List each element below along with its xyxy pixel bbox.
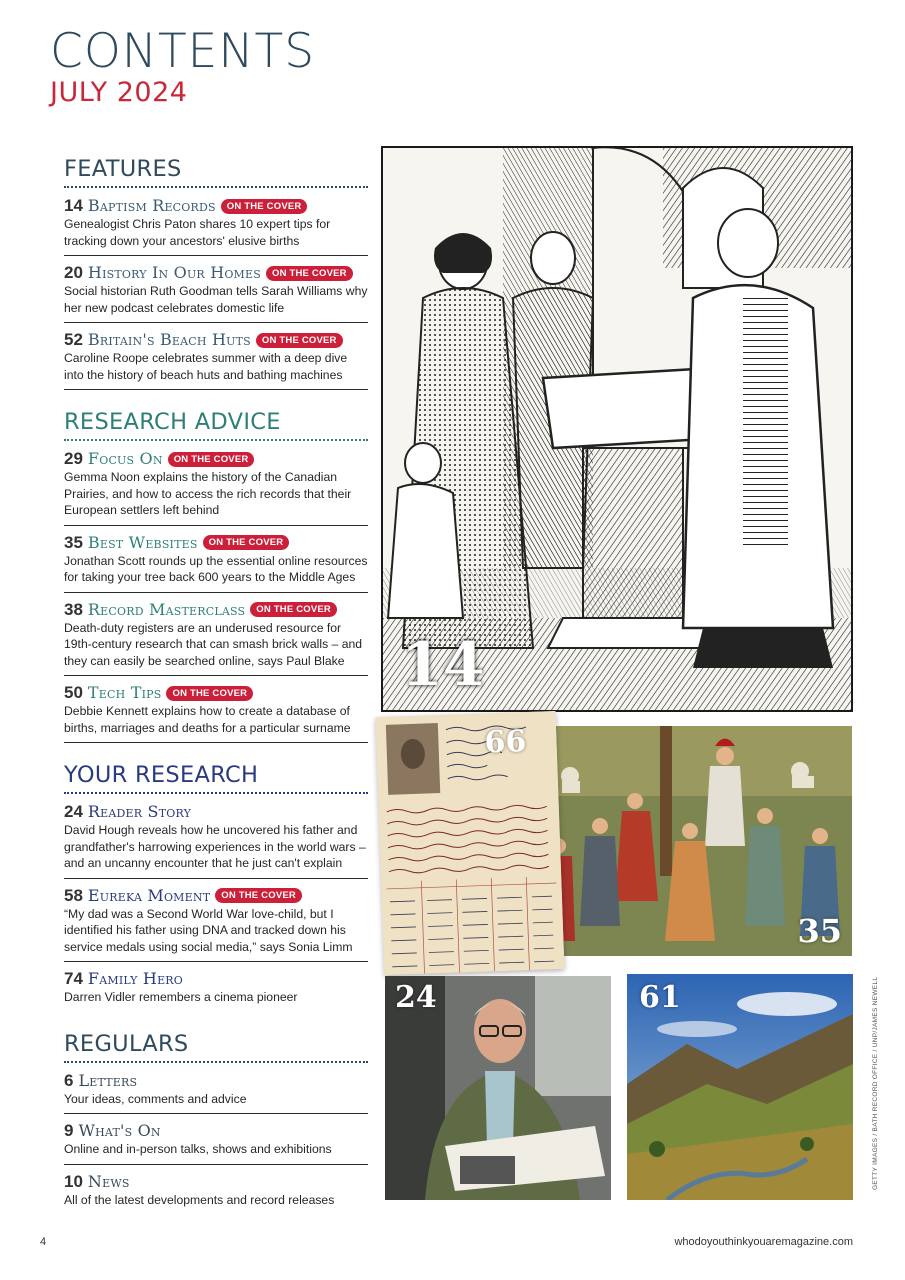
section-title: RESEARCH ADVICE	[64, 409, 368, 441]
cover-badge: ON THE COVER	[221, 199, 308, 214]
page-number: 10	[64, 1171, 83, 1191]
contents-list	[64, 156, 368, 1219]
baptism-illustration[interactable]	[381, 146, 853, 712]
entry-title[interactable]: History In Our Homes	[87, 263, 261, 282]
section-regulars	[64, 1031, 368, 1215]
image-page-number: 61	[639, 980, 681, 1015]
section-features	[64, 156, 368, 390]
section-title: FEATURES	[64, 156, 368, 188]
page-number: 9	[64, 1121, 74, 1140]
section-your-research	[64, 762, 368, 1012]
footer-url[interactable]: whodoyouthinkyouaremagazine.com	[674, 1236, 853, 1248]
image-page-number: 35	[797, 912, 842, 950]
contents-entry[interactable]	[64, 800, 368, 879]
page-number: 50	[64, 683, 83, 702]
page-title: CONTENTS	[50, 24, 316, 79]
page-number: 74	[64, 969, 83, 988]
cover-badge: ON THE COVER	[166, 686, 253, 701]
cover-badge: ON THE COVER	[250, 602, 337, 617]
masthead	[50, 26, 315, 108]
page-number: 14	[64, 196, 83, 215]
entry-description: Genealogist Chris Paton shares 10 expert tips for tracking down your ancestors' elusive births	[64, 217, 331, 248]
contents-entry[interactable]	[64, 1069, 368, 1115]
section-title: YOUR RESEARCH	[64, 762, 368, 794]
entry-description: All of the latest developments and record releases	[64, 1192, 335, 1207]
entry-description: Jonathan Scott rounds up the essential online resources for taking your tree back 600 years to the Middle Ages	[64, 553, 368, 584]
contents-entry[interactable]	[64, 681, 368, 743]
entry-description: David Hough reveals how he uncovered his father and grandfather's harrowing experiences in the world wars – and an uncanny encounter that he just can't explain	[64, 823, 366, 870]
cover-badge: ON THE COVER	[256, 333, 343, 348]
page-number: 38	[64, 599, 83, 619]
entry-description: Caroline Roope celebrates summer with a deep dive into the history of beach huts and bathing machines	[64, 351, 348, 382]
issue-date: JULY 2024	[50, 77, 188, 108]
entry-title[interactable]: Baptism Records	[87, 196, 216, 215]
image-collage	[380, 146, 855, 1206]
entry-description: Debbie Kennett explains how to create a database of births, marriages and deaths for a particular surname	[64, 704, 351, 735]
section-research-advice	[64, 409, 368, 743]
cover-badge: ON THE COVER	[168, 452, 255, 467]
contents-entry[interactable]	[64, 1119, 368, 1165]
image-page-number: 24	[395, 980, 437, 1015]
entry-description: “My dad was a Second World War love-child, but I identified his father using DNA and tracked down his service medals using social media,” says Sonia Limm	[64, 906, 353, 954]
cover-badge: ON THE COVER	[203, 535, 290, 550]
entry-title[interactable]: Family Hero	[87, 969, 184, 988]
entry-title[interactable]: Record Masterclass	[87, 599, 246, 619]
contents-entry[interactable]	[64, 598, 368, 677]
entry-title[interactable]: Focus On	[87, 449, 163, 468]
image-page-number: 66	[483, 723, 527, 761]
woodcut-scene-icon	[383, 148, 851, 710]
entry-title[interactable]: What's On	[78, 1121, 161, 1140]
page-number: 6	[64, 1070, 74, 1090]
entry-title[interactable]: Britain's Beach Huts	[87, 330, 251, 349]
entry-description: Gemma Noon explains the history of the Canadian Prairies, and how to access the rich records that their European settlers left behind	[64, 470, 352, 517]
contents-entry[interactable]	[64, 531, 368, 593]
entry-title[interactable]: Letters	[78, 1070, 138, 1090]
entry-description: Online and in-person talks, shows and exhibitions	[64, 1142, 332, 1156]
contents-entry[interactable]	[64, 1170, 368, 1215]
landscape-photo[interactable]	[627, 974, 853, 1200]
folio-page-number: 4	[40, 1236, 47, 1248]
contents-entry[interactable]	[64, 261, 368, 323]
ledger-document[interactable]	[376, 711, 565, 975]
entry-description: Your ideas, comments and advice	[64, 1091, 247, 1106]
photo-credit: GETTY IMAGES / BATH RECORD OFFICE / UNP/JAMES NEWELL	[872, 976, 879, 1190]
medieval-dance-painting[interactable]	[540, 726, 852, 956]
page-number: 24	[64, 802, 83, 821]
page-number: 20	[64, 263, 83, 282]
entry-title[interactable]: News	[87, 1171, 130, 1191]
section-title: REGULARS	[64, 1031, 368, 1063]
page-number: 58	[64, 885, 83, 905]
entry-description: Death-duty registers are an underused resource for 19th-century research that can smash brick walls – and they can easily be searched online, says Paul Blake	[64, 620, 363, 668]
entry-description: Darren Vidler remembers a cinema pioneer	[64, 990, 298, 1004]
page-number: 29	[64, 449, 83, 468]
cover-badge: ON THE COVER	[215, 888, 302, 903]
entry-title[interactable]: Reader Story	[87, 802, 192, 821]
page-number: 35	[64, 532, 83, 552]
contents-entry[interactable]	[64, 328, 368, 390]
cover-badge: ON THE COVER	[266, 266, 353, 281]
reader-portrait-photo[interactable]	[385, 976, 611, 1200]
contents-entry[interactable]	[64, 967, 368, 1012]
image-page-number: 14	[401, 630, 485, 700]
page-number: 52	[64, 330, 83, 349]
entry-title[interactable]: Best Websites	[87, 532, 198, 552]
contents-entry[interactable]	[64, 884, 368, 963]
entry-title[interactable]: Eureka Moment	[87, 885, 211, 905]
entry-title[interactable]: Tech Tips	[87, 683, 162, 702]
entry-description: Social historian Ruth Goodman tells Sarah Williams why her new podcast celebrates domestic life	[64, 284, 368, 315]
contents-entry[interactable]	[64, 447, 368, 526]
contents-entry[interactable]	[64, 194, 368, 256]
handwriting-icon	[376, 711, 565, 975]
